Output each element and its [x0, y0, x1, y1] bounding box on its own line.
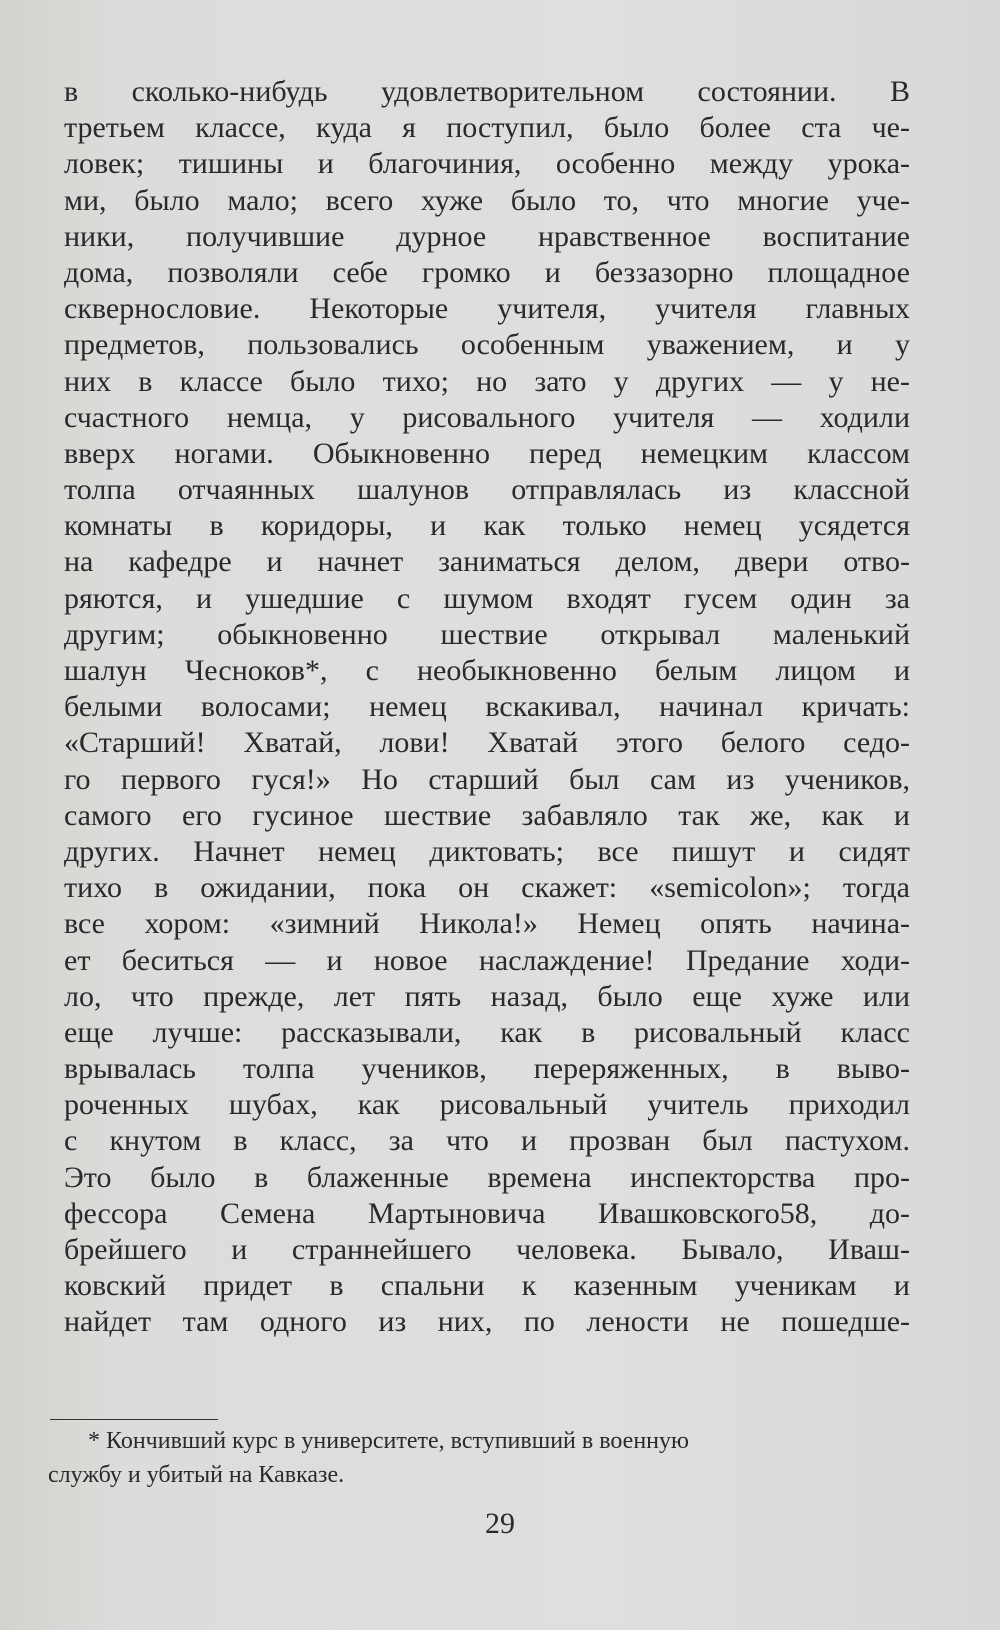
text-line: вверх ногами. Обыкновенно перед немецким классом [64, 436, 910, 470]
text-line: ет беситься — и новое наслаждение! Предание ходи- [64, 943, 910, 977]
text-line: ряются, и ушедшие с шумом входят гусем один за [64, 581, 910, 615]
text-line: на кафедре и начнет заниматься делом, двери отво- [64, 545, 910, 579]
text-line: счастного немца, у рисовального учителя — ходили [64, 400, 910, 434]
text-line: ковский придет в спальни к казенным ученикам и [64, 1269, 910, 1303]
text-line: с кнутом в класс, за что и прозван был пастухом. [64, 1124, 910, 1158]
body-text [64, 74, 910, 1341]
text-line: найдет там одного из них, по лености не пошедше- [64, 1305, 910, 1339]
text-line: дома, позволяли себе громко и беззазорно площадное [64, 255, 910, 289]
text-line: все хором: «зимний Никола!» Немец опять начина- [64, 907, 910, 941]
text-line: белыми волосами; немец вскакивал, начинал кричать: [64, 690, 910, 724]
text-line: комнаты в коридоры, и как только немец усядется [64, 509, 910, 543]
text-line: ловек; тишины и благочиния, особенно между урока- [64, 147, 910, 181]
text-line: третьем классе, куда я поступил, было более ста че- [64, 111, 910, 145]
text-line: тихо в ожидании, пока он скажет: «semicolon»; тогда [64, 871, 910, 905]
text-line: «Старший! Хватай, лови! Хватай этого белого седо- [64, 726, 910, 760]
text-line: шалун Чесноков*, с необыкновенно белым лицом и [64, 654, 910, 687]
footnote [48, 1424, 910, 1492]
text-line: еще лучше: рассказывали, как в рисовальный класс [64, 1015, 910, 1049]
text-line: них в классе было тихо; но зато у других — у не- [64, 364, 910, 398]
text-line: ми, было мало; всего хуже было то, что многие уче- [64, 183, 910, 217]
text-line: самого его гусиное шествие забавляло так же, как и [64, 798, 910, 832]
text-line: толпа отчаянных шалунов отправлялась из классной [64, 473, 910, 507]
text-line: фессора Семена Мартыновича Ивашковского58, до- [64, 1196, 910, 1230]
text-line: в сколько-нибудь удовлетворительном состоянии. В [64, 75, 910, 108]
text-line: врывалась толпа учеников, переряженных, в выво- [64, 1052, 910, 1086]
text-line: предметов, пользовались особенным уважением, и у [64, 328, 910, 362]
footnote-divider [50, 1419, 218, 1420]
text-line: го первого гуся!» Но старший был сам из учеников, [64, 762, 910, 796]
footnote-line: службу и убитый на Кавказе. [48, 1462, 345, 1488]
text-line: брейшего и страннейшего человека. Бывало, Иваш- [64, 1233, 910, 1266]
text-line: ло, что прежде, лет пять назад, было еще хуже или [64, 979, 910, 1013]
text-line: ники, получившие дурное нравственное воспитание [64, 219, 910, 253]
page-number: 29 [485, 1507, 515, 1540]
text-line: другим; обыкновенно шествие открывал маленький [64, 617, 910, 651]
text-line: роченных шубах, как рисовальный учитель приходил [64, 1088, 910, 1122]
footnote-line: * Кончивший курс в университете, вступивший в военную [88, 1428, 689, 1454]
text-line: других. Начнет немец диктовать; все пишут и сидят [64, 834, 910, 868]
text-line: Это было в блаженные времена инспекторства про- [64, 1160, 910, 1194]
text-line: сквернословие. Некоторые учителя, учителя главных [64, 292, 910, 326]
